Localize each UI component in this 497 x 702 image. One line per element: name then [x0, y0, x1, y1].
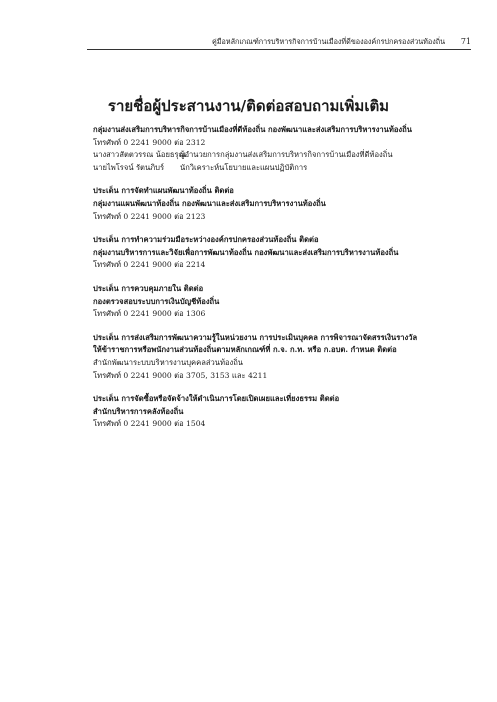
section-text-line: โทรศัพท์ 0 2241 9000 ต่อ 2123	[93, 211, 206, 221]
contact-person-row	[93, 162, 473, 175]
contact-name: นางสาวสัตตวรรณ น้อยธรุณ	[93, 150, 186, 160]
contact-person-row	[93, 149, 473, 162]
section-heading-line: ประเด็น การจัดทำแผนพัฒนาท้องถิ่น ติดต่อ	[93, 186, 234, 196]
contact-role: ผู้อำนวยการกลุ่มงานส่งเสริมการบริหารกิจการบ้านเมืองที่ดีท้องถิ่น	[180, 150, 393, 160]
contact-section	[93, 124, 473, 174]
section-heading-line: ประเด็น การจัดซื้อหรือจัดจ้างให้ดำเนินการโดยเปิดเผยและเที่ยงธรรม ติดต่อ	[93, 394, 340, 404]
section-heading-line: ประเด็น การควบคุมภายใน ติดต่อ	[93, 283, 204, 293]
contact-section	[93, 185, 473, 223]
section-text-line: โทรศัพท์ 0 2241 9000 ต่อ 1504	[93, 419, 206, 429]
page-title: รายชื่อผู้ประสานงาน/ติดต่อสอบถามเพิ่มเติม	[107, 97, 390, 115]
contact-section	[93, 393, 473, 431]
section-heading-line: กลุ่มงานแผนพัฒนาท้องถิ่น กองพัฒนาและส่งเสริมการบริหารงานท้องถิ่น	[93, 198, 326, 208]
section-text-line: โทรศัพท์ 0 2241 9000 ต่อ 3705, 3153 และ 4211	[93, 370, 268, 380]
section-heading-line: กลุ่มงานบริหารการและวิจัยเพื่อการพัฒนาท้องถิ่น กองพัฒนาและส่งเสริมการบริหารงานท้องถิ่น	[93, 247, 399, 257]
section-heading-line: สำนักบริหารการคลังท้องถิ่น	[93, 406, 184, 416]
contact-list	[93, 124, 473, 442]
contact-section	[93, 234, 473, 272]
header-divider	[87, 49, 471, 50]
section-text-line: สำนักพัฒนาระบบบริหารงานบุคคลส่วนท้องถิ่น	[93, 357, 244, 367]
section-heading-line: ประเด็น การทำความร่วมมือระหว่างองค์กรปกครองส่วนท้องถิ่น ติดต่อ	[93, 235, 319, 245]
contact-section	[93, 332, 473, 382]
section-heading-line: ประเด็น การส่งเสริมการพัฒนาความรู้ในหน่วยงาน การประเมินบุคคล การพิจารณาจัดสรรเงินรางวัล	[93, 332, 418, 342]
contact-role: นักวิเคราะห์นโยบายและแผนปฏิบัติการ	[180, 162, 308, 172]
header-title: คู่มือหลักเกณฑ์การบริหารกิจการบ้านเมืองที่ดีขององค์กรปกครองส่วนท้องถิ่น	[211, 37, 445, 46]
page-number: 71	[460, 37, 471, 46]
section-text-line: โทรศัพท์ 0 2241 9000 ต่อ 1306	[93, 309, 206, 319]
section-heading-line: ให้ข้าราชการหรือพนักงานส่วนท้องถิ่นตามหลักเกณฑ์ที่ ก.จ. ก.ท. หรือ ก.อบต. กำหนด ติดต่อ	[93, 345, 397, 355]
section-text-line: โทรศัพท์ 0 2241 9000 ต่อ 2214	[93, 260, 206, 270]
contact-section	[93, 283, 473, 321]
section-heading-line: กลุ่มงานส่งเสริมการบริหารกิจการบ้านเมืองที่ดีท้องถิ่น กองพัฒนาและส่งเสริมการบริหารงานท้องถิ่น	[93, 125, 412, 134]
section-heading-line: กองตรวจสอบระบบการเงินบัญชีท้องถิ่น	[93, 296, 220, 306]
contact-name: นายไพโรจน์ รัตนภิบร์	[93, 162, 165, 172]
page-header	[0, 36, 497, 50]
section-text-line: โทรศัพท์ 0 2241 9000 ต่อ 2312	[93, 137, 206, 147]
